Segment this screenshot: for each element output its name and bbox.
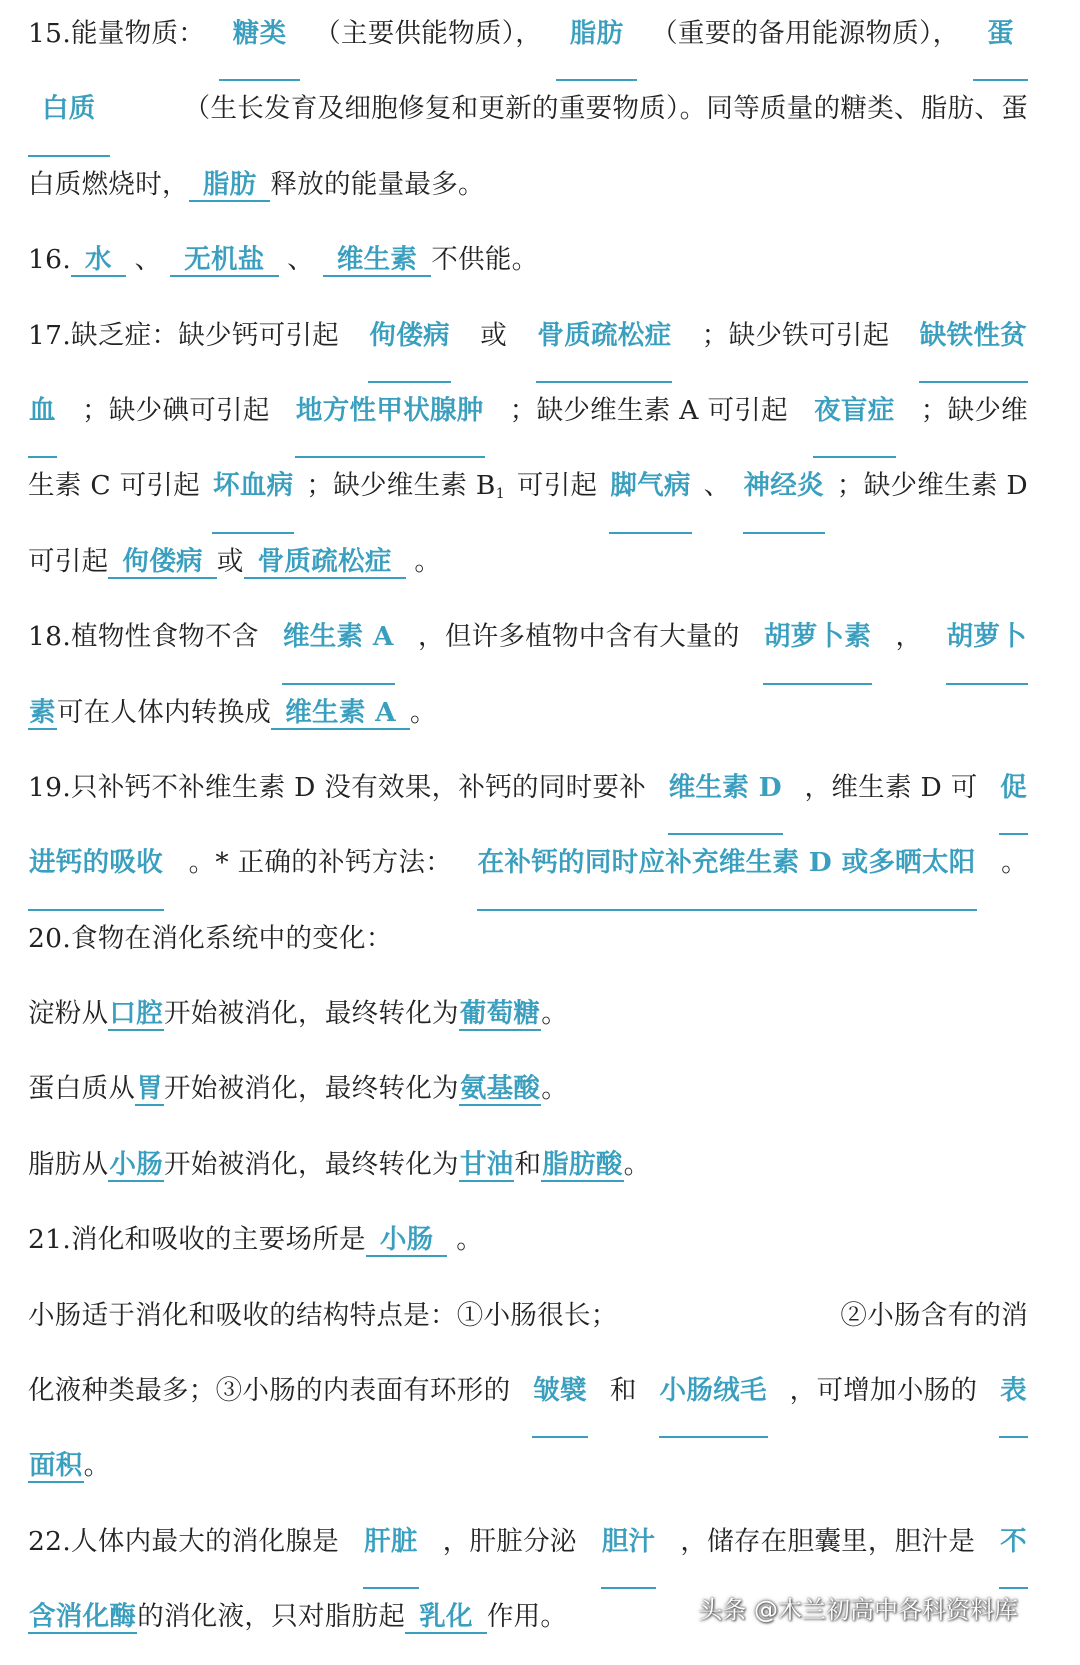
q19-text: 。* 正确的补钙方法： [188,847,453,879]
q17-text: ；缺少维生素 B [306,470,496,502]
answer-blank: 脂肪 [556,6,638,81]
q20-text: 淀粉从 [28,998,109,1030]
q17-text [306,458,505,533]
q17-text: 可引起 [28,545,109,577]
answer-blank: 维生素 [323,244,431,277]
answer-blank: 蛋 [973,6,1028,81]
q15-prefix: 15.能量物质： [28,18,206,49]
q16-text: 不供能。 [431,244,539,276]
q16-prefix: 16. [28,244,72,276]
q20-text: 。 [541,1073,569,1105]
answer-blank: 在补钙的同时应补充维生素 D 或多晒太阳 [477,835,977,910]
q20-text: 。 [541,998,569,1030]
answer-blank: 素 [29,696,56,728]
q18-text: ， [895,621,923,653]
q17-text: 、 [703,470,731,502]
q17-line-1 [28,308,1028,383]
answer-blank: 骨质疏松症 [244,546,406,579]
q21-text: 和 [609,1375,637,1407]
q21-line-2 [28,1288,1028,1363]
q20-text: 开始被消化，最终转化为 [164,1073,459,1105]
q15-line-1 [28,6,1028,81]
q17-text: ；缺少维生素 A 可引起 [509,394,788,426]
q22-text: 22.人体内最大的消化腺是 [28,1525,340,1557]
q17-text: ；缺少铁可引起 [701,319,890,351]
q15-text: 白质燃烧时， [28,168,189,200]
q21-text: 。 [456,1224,483,1256]
q15-text: 释放的能量最多。 [270,168,485,200]
answer-blank: 氨基酸 [459,1073,541,1105]
q21-line-3 [28,1363,1028,1438]
answer-blank: 脂肪酸 [542,1148,623,1180]
q17-text: 17.缺乏症：缺少钙可引起 [28,319,340,351]
q21-text: 化液种类最多；③小肠的内表面有环形的 [28,1375,511,1407]
q18-text: 。 [410,696,437,728]
subscript: 1 [495,486,505,503]
answer-blank: 小肠绒毛 [659,1363,768,1438]
q17-line-3 [28,458,1028,533]
answer-blank: 水 [71,244,126,277]
answer-blank: 血 [28,383,57,458]
answer-blank: 胡萝卜 [946,609,1028,684]
answer-blank: 维生素 A [271,697,410,730]
q19-text: 19.只补钙不补维生素 D 没有效果，补钙的同时要补 [28,771,647,803]
q22-text: 的消化液，只对脂肪起 [137,1601,406,1633]
q17-text: 或 [216,545,244,577]
answer-blank: 维生素 D [668,760,783,835]
q20-title [28,911,1028,986]
q15-text: （生长发育及细胞修复和更新的重要物质）。同等质量的糖类、脂肪、蛋 [183,93,1028,125]
q20-title-text: 20.食物在消化系统中的变化： [28,922,393,954]
q17-text: ；缺少维 [920,394,1028,426]
answer-blank: 葡萄糖 [459,998,541,1030]
q15-text: （重要的备用能源物质）， [651,18,960,49]
answer-blank: 表 [999,1363,1028,1438]
answer-blank: 胡萝卜素 [763,609,872,684]
q19-line-2 [28,835,1028,910]
answer-blank: 含消化酶 [29,1601,137,1633]
q22-line-1 [28,1514,1028,1589]
q15-line-3 [28,157,1028,232]
answer-blank: 脚气病 [609,458,691,533]
q17-text: ；缺少碘可引起 [82,394,270,426]
answer-blank: 夜盲症 [813,383,895,458]
q20-text: 。 [623,1148,651,1180]
q20-text: 蛋白质从 [28,1073,136,1105]
answer-blank: 促 [999,760,1028,835]
answer-blank: 佝偻病 [108,546,216,579]
answer-blank: 佝偻病 [368,308,450,383]
q21-text: 21.消化和吸收的主要场所是 [28,1224,366,1256]
answer-blank: 进钙的吸收 [28,835,164,910]
q17-line-2 [28,383,1028,458]
answer-blank: 神经炎 [743,458,825,533]
q18-line-1 [28,609,1028,684]
q19-text: ，维生素 D 可 [804,771,978,803]
q21-text: ②小肠含有的消 [840,1299,1028,1331]
q18-text: 可在人体内转换成 [56,696,272,728]
q20-starch-line [28,986,1028,1061]
q15-line-2 [28,81,1028,156]
q17-text: ；缺少维生素 D [836,470,1028,502]
q16-line-1 [28,232,1028,307]
answer-blank: 白质 [28,81,110,156]
answer-blank: 维生素 A [282,609,395,684]
q17-line-4 [28,534,1028,609]
q20-text: 开始被消化，最终转化为 [164,1148,459,1180]
answer-blank: 不 [999,1514,1028,1589]
answer-blank: 骨质疏松症 [536,308,672,383]
q19-text: 。 [1001,847,1028,879]
answer-blank: 皱襞 [532,1363,588,1438]
answer-blank: 口腔 [109,998,164,1030]
answer-blank: 脂肪 [189,169,271,202]
q20-fat-line [28,1137,1028,1212]
q20-text: 和 [514,1148,542,1180]
q18-line-2 [28,685,1028,760]
q17-text: 生素 C 可引起 [28,470,201,502]
answer-blank: 地方性甲状腺肿 [295,383,485,458]
q18-text: ，但许多植物中含有大量的 [418,621,740,653]
watermark: 头条 @木兰初高中各科资料库 [698,1596,1018,1624]
q21-text: ，可增加小肠的 [789,1375,978,1407]
q20-text: 脂肪从 [28,1148,109,1180]
q18-text: 18.植物性食物不含 [28,621,259,653]
answer-blank: 无机盐 [170,244,278,277]
q22-text: 作用。 [486,1601,568,1633]
q22-text: ，储存在胆囊里，胆汁是 [680,1525,976,1557]
q21-text: 。 [83,1450,111,1482]
answer-blank: 肝脏 [363,1514,419,1589]
q21-line-1 [28,1212,1028,1287]
q15-text: （主要供能物质）， [314,18,543,49]
answer-blank: 糖类 [219,6,301,81]
answer-blank: 胃 [136,1073,164,1105]
q20-protein-line [28,1061,1028,1136]
answer-blank: 小肠 [366,1224,448,1257]
answer-blank: 乳化 [405,1601,487,1634]
q20-text: 开始被消化，最终转化为 [164,998,459,1030]
q19-line-1 [28,760,1028,835]
q22-text: ，肝脏分泌 [442,1525,577,1557]
q17-text: 。 [414,545,442,577]
q16-text: 、 [287,244,315,276]
q17-text: 可引起 [516,470,598,502]
answer-blank: 坏血病 [212,458,294,533]
answer-blank: 面积 [29,1450,83,1482]
q21-line-4 [28,1438,1028,1513]
q17-text: 或 [480,319,508,351]
answer-blank: 胆汁 [601,1514,657,1589]
q21-text: 小肠适于消化和吸收的结构特点是：①小肠很长； [28,1299,618,1331]
q16-text: 、 [134,244,162,276]
answer-blank: 甘油 [459,1148,514,1180]
answer-blank: 小肠 [109,1148,164,1180]
answer-blank: 缺铁性贫 [919,308,1028,383]
